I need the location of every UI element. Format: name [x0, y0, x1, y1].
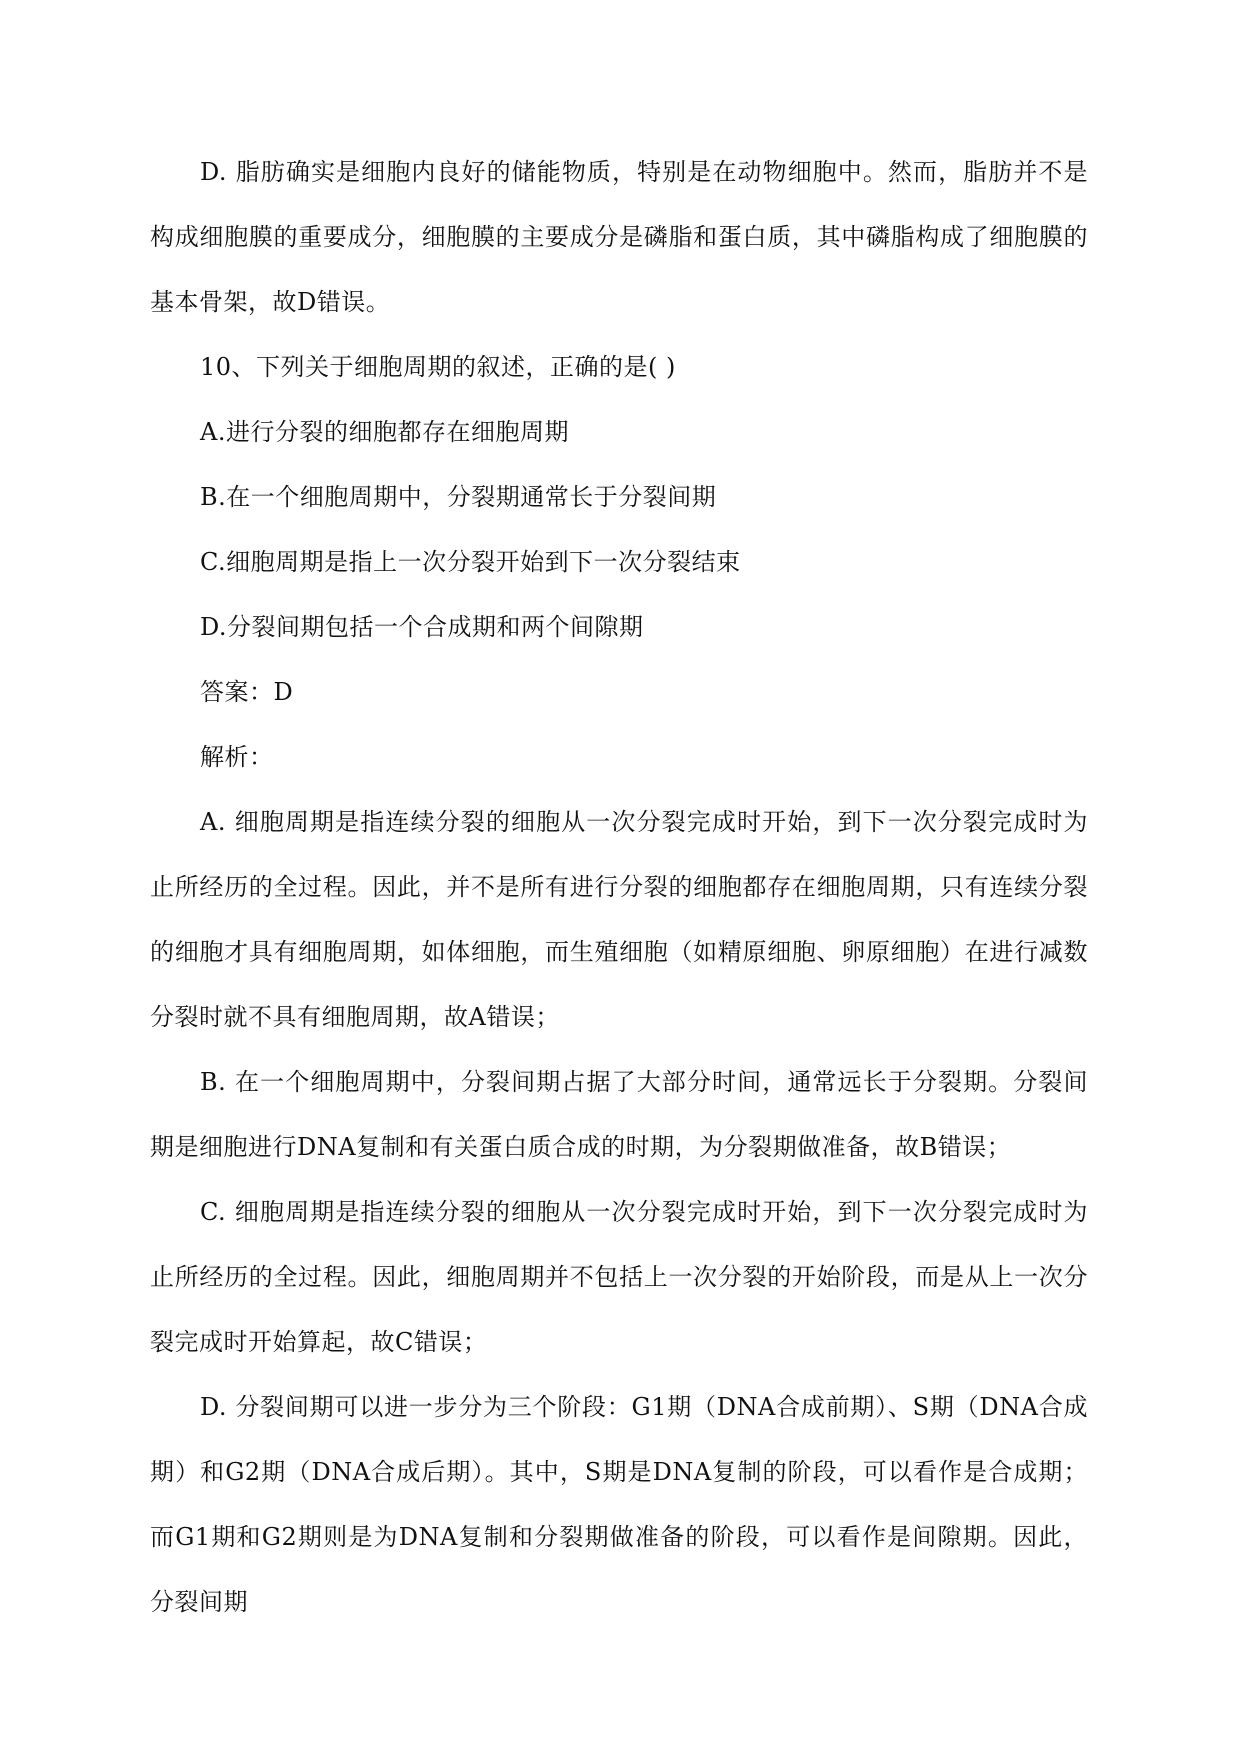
question-10-stem: 10、下列关于细胞周期的叙述，正确的是( )	[200, 353, 676, 381]
document-body	[150, 140, 1088, 1635]
option-d: D.分裂间期包括一个合成期和两个间隙期	[200, 613, 644, 641]
explanation-prev-option-d: D. 脂肪确实是细胞内良好的储能物质，特别是在动物细胞中。然而，脂肪并不是构成细胞膜的重要成分，细胞膜的主要成分是磷脂和蛋白质，其中磷脂构成了细胞膜的基本骨架，故D错误。	[150, 158, 1088, 316]
option-c: C.细胞周期是指上一次分裂开始到下一次分裂结束	[200, 548, 741, 576]
explanation-a: A. 细胞周期是指连续分裂的细胞从一次分裂完成时开始，到下一次分裂完成时为止所经历的全过程。因此，并不是所有进行分裂的细胞都存在细胞周期，只有连续分裂的细胞才具有细胞周期，如体细胞，而生殖细胞（如精原细胞、卵原细胞）在进行减数分裂时就不具有细胞周期，故A错误；	[150, 808, 1088, 1031]
explanation-c: C. 细胞周期是指连续分裂的细胞从一次分裂完成时开始，到下一次分裂完成时为止所经历的全过程。因此，细胞周期并不包括上一次分裂的开始阶段，而是从上一次分裂完成时开始算起，故C错误；	[150, 1198, 1088, 1356]
explanation-b: B. 在一个细胞周期中，分裂间期占据了大部分时间，通常远长于分裂期。分裂间期是细胞进行DNA复制和有关蛋白质合成的时期，为分裂期做准备，故B错误；	[150, 1068, 1088, 1161]
answer-line: 答案：D	[200, 678, 294, 706]
option-b: B.在一个细胞周期中，分裂期通常长于分裂间期	[200, 483, 717, 511]
explanation-d: D. 分裂间期可以进一步分为三个阶段：G1期（DNA合成前期）、S期（DNA合成期）和G2期（DNA合成后期）。其中，S期是DNA复制的阶段，可以看作是合成期；而G1期和G2期则是为DNA复制和分裂期做准备的阶段，可以看作是间隙期。因此，分裂间期	[150, 1393, 1088, 1616]
analysis-label: 解析：	[200, 743, 274, 771]
option-a: A.进行分裂的细胞都存在细胞周期	[200, 418, 569, 446]
